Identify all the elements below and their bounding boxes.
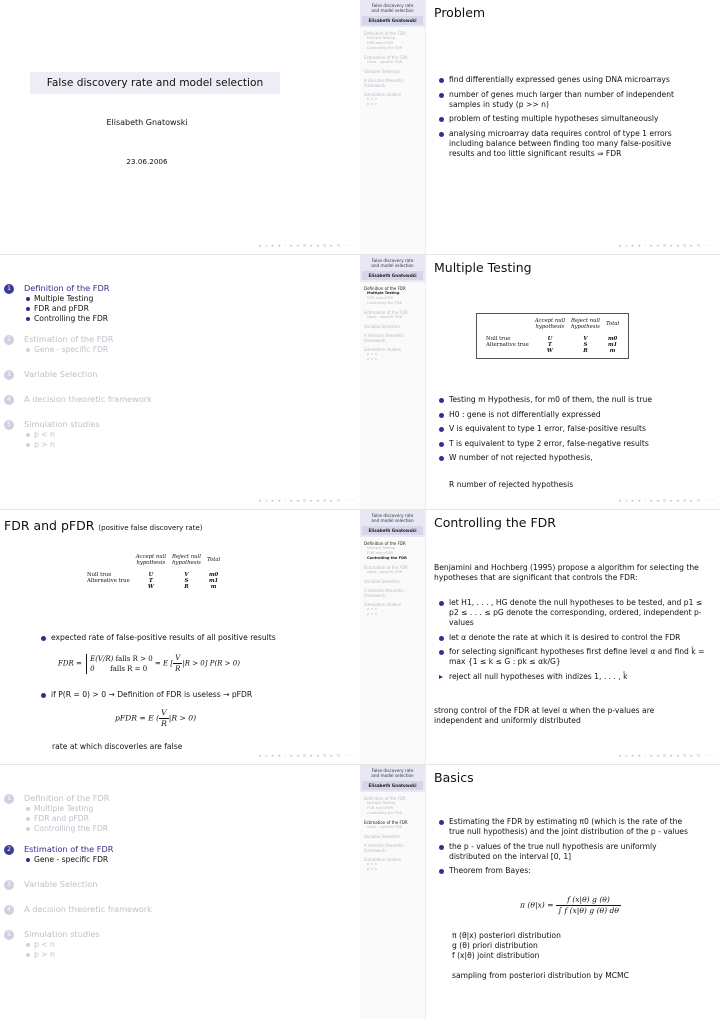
list-item: for selecting significant hypotheses first define level α and find k̂ = max {1 ≤ k ≤ G : pk ≤ αk/G} (438, 647, 706, 667)
sidebar-item-multiple-testing[interactable]: Multiple Testing (367, 291, 400, 295)
nav-bar[interactable]: ◂ ▫ ▸ ◂ ◦ ▸ ◂ ≡ ▸ ◂ ≡ ▸ ≡ ◦◦◦ (258, 498, 356, 504)
outline-sub-gene-specific[interactable]: Gene - specific FDR (2, 345, 294, 355)
author: Elisabeth Gnatowski (106, 118, 188, 127)
slide-title (0, 0, 360, 254)
sidebar (360, 510, 426, 764)
sidebar-item-estimation[interactable]: Estimation of the FDR (364, 565, 408, 570)
list-item: if P(R = 0) > 0 → Definition of FDR is useless → pFDR (40, 690, 350, 700)
outline-sub-p-greater-n[interactable]: p > n (2, 950, 294, 960)
sidebar-item-definition[interactable]: Definition of the FDR (364, 286, 406, 291)
nav-bar[interactable]: ◂ ▫ ▸ ◂ ◦ ▸ ◂ ≡ ▸ ◂ ≡ ▸ ≡ ◦◦◦ (258, 753, 356, 759)
sidebar-item-definition[interactable]: Definition of the FDR (364, 541, 406, 546)
sidebar-item-decision[interactable]: A decision theoretic framework (364, 843, 404, 853)
slide-divider (0, 764, 720, 765)
list-continuation: R number of rejected hypothesis (449, 480, 574, 489)
sidebar-item-p-greater-n[interactable]: p > n (367, 357, 377, 361)
sidebar-item-fdr-pfdr[interactable]: FDR and pFDR (367, 806, 393, 810)
outline-section-decision[interactable]: 4 A decision theoretic framework (2, 904, 294, 915)
sidebar-item-multiple-testing[interactable]: Multiple Testing (367, 801, 396, 805)
bullet-list (438, 817, 693, 881)
sidebar-item-estimation[interactable]: Estimation of the FDR (364, 310, 408, 315)
sidebar-header: False discovery rate and model selection Elisabeth Gnatowski (360, 255, 425, 282)
slide-outline-1 (0, 255, 360, 509)
list-item: number of genes much larger than number of independent samples in study (p >> n) (438, 90, 686, 110)
intro-text: Benjamini and Hochberg (1995) propose a algorithm for selecting the hypotheses that are significant that controls the FDR: (434, 563, 699, 582)
list-item: problem of testing multiple hypotheses simultaneously (438, 114, 686, 124)
outline-section-estimation[interactable]: 2 Estimation of the FDR (2, 844, 294, 855)
sidebar-item-simulation[interactable]: Simulation studies (364, 347, 401, 352)
outline-sub-multiple-testing[interactable]: Multiple Testing (2, 294, 294, 304)
outline-sub-gene-specific[interactable]: Gene - specific FDR (2, 855, 294, 865)
sidebar-item-p-greater-n[interactable]: p > n (367, 612, 377, 616)
bullet-list (438, 75, 686, 163)
date: 23.06.2006 (126, 157, 168, 166)
slide-controlling (360, 510, 720, 764)
outline-sub-multiple-testing[interactable]: Multiple Testing (2, 804, 294, 814)
list-item: let α denote the rate at which it is desired to control the FDR (438, 633, 706, 643)
slide-multiple-testing (360, 255, 720, 509)
sidebar-item-multiple-testing[interactable]: Multiple Testing (367, 36, 396, 40)
outline-section-simulation[interactable]: 5 Simulation studies (2, 419, 294, 430)
results-table: Accept null hypothesis Reject null hypothesis Total Null true U V m0 Alternative true T S m1 W R m (476, 313, 629, 359)
sidebar-item-variable-selection[interactable]: Variable Selection (364, 834, 400, 839)
outline-sub-p-less-n[interactable]: p < n (2, 940, 294, 950)
list-item: W number of not rejected hypothesis, (438, 453, 688, 463)
list-item: the p - values of the true null hypothesis are uniformly distributed on the interval [0, 1] (438, 842, 693, 862)
definition-line: π (θ|x) posteriori distribution (452, 931, 561, 940)
slide-divider (0, 509, 720, 510)
outline-section-decision[interactable]: 4 A decision theoretic framework (2, 394, 294, 405)
outline-sub-controlling[interactable]: Controlling the FDR (2, 824, 294, 834)
sidebar-item-controlling[interactable]: Controlling the FDR (367, 46, 403, 50)
fdr-formula: FDR = E(V/R) falls R > 0 0 falls R = 0 = E [ $\frac{V}{R}$ |R > 0] P(R > 0) (58, 654, 240, 673)
outline-section-estimation[interactable]: 2 Estimation of the FDR (2, 334, 294, 345)
results-table: Accept null hypothesis Reject null hypothesis Total Null true U V m0 Alternative true T S m1 W R m (87, 554, 221, 590)
sidebar-item-fdr-pfdr[interactable]: FDR and pFDR (367, 296, 393, 300)
outline (2, 793, 294, 960)
sidebar-item-controlling[interactable]: Controlling the FDR (367, 556, 407, 560)
list-item: let H1, . . . , HG denote the null hypotheses to be tested, and p1 ≤ p2 ≤ . . . ≤ pG denote the corresponding, ordered, independent p-values (438, 598, 706, 628)
slide-problem (360, 0, 720, 254)
bayes-formula: π (θ|x) = $\frac{f (x|\theta) g (\theta)}{\int f (x|\theta) g (\theta) d\theta}$ (520, 895, 619, 915)
bullet-list (40, 690, 350, 705)
sidebar-item-variable-selection[interactable]: Variable Selection (364, 579, 400, 584)
outline-section-variable[interactable]: 3 Variable Selection (2, 369, 294, 380)
sidebar-item-p-less-n[interactable]: p < n (367, 352, 377, 356)
frame-title: Basics (434, 770, 474, 785)
sidebar-item-simulation[interactable]: Simulation studies (364, 92, 401, 97)
outro-text: strong control of the FDR at level α when the p-values are independent and uniformly distributed (434, 706, 655, 725)
sidebar-item-estimation[interactable]: Estimation of the FDR (364, 820, 408, 825)
sidebar-header: False discovery rate and model selection Elisabeth Gnatowski (360, 510, 425, 537)
sidebar-item-decision[interactable]: A decision theoretic framework (364, 333, 404, 343)
outline-section-definition[interactable]: 1 Definition of the FDR (2, 793, 294, 804)
sidebar-item-p-less-n[interactable]: p < n (367, 97, 377, 101)
sidebar (360, 765, 426, 1019)
sidebar-item-p-greater-n[interactable]: p > n (367, 102, 377, 106)
outline-sub-p-less-n[interactable]: p < n (2, 430, 294, 440)
definition-line: f (x|θ) joint distribution (452, 951, 540, 960)
sidebar-item-variable-selection[interactable]: Variable Selection (364, 69, 400, 74)
slide-fdr-pfdr (0, 510, 360, 764)
sidebar (360, 0, 426, 254)
closing-line: sampling from posteriori distribution by MCMC (452, 971, 629, 980)
sidebar-header: False discovery rate and model selection Elisabeth Gnatowski (360, 765, 425, 792)
bullet-list (438, 598, 706, 686)
list-item: find differentially expressed genes using DNA microarrays (438, 75, 686, 85)
sidebar-item-p-less-n[interactable]: p < n (367, 862, 377, 866)
sidebar-header: False discovery rate and model selection Elisabeth Gnatowski (360, 0, 425, 27)
bullet-list (40, 633, 350, 648)
sidebar-item-fdr-pfdr[interactable]: FDR and pFDR (367, 41, 393, 45)
list-item: analysing microarray data requires control of type 1 errors including balance between finding too many false-positive results and too little significant results ⇒ FDR (438, 129, 686, 159)
list-item: H0 : gene is not differentially expressed (438, 410, 688, 420)
list-item: reject all null hypotheses with indizes 1, . . . , k̂ (438, 672, 706, 682)
slide-outline-2 (0, 765, 360, 1019)
nav-bar[interactable]: ◂ ▫ ▸ ◂ ◦ ▸ ◂ ≡ ▸ ◂ ≡ ▸ ≡ ◦◦◦ (618, 243, 716, 249)
slide-basics (360, 765, 720, 1019)
list-item: Estimating the FDR by estimating π0 (which is the rate of the true null hypothesis) and the joint distribution of the p - values (438, 817, 693, 837)
pfdr-formula: pFDR = E ( $\frac{V}{R}$ |R > 0) (115, 708, 197, 728)
nav-bar[interactable]: ◂ ▫ ▸ ◂ ◦ ▸ ◂ ≡ ▸ ◂ ≡ ▸ ≡ ◦◦◦ (258, 243, 356, 249)
sidebar-item-gene-specific[interactable]: Gene - specific FDR (367, 315, 403, 319)
outline-section-simulation[interactable]: 5 Simulation studies (2, 929, 294, 940)
frame-title: Multiple Testing (434, 260, 532, 275)
bullet-list (438, 395, 688, 463)
outline (2, 283, 294, 450)
sidebar-item-p-greater-n[interactable]: p > n (367, 867, 377, 871)
sidebar-item-fdr-pfdr[interactable]: FDR and pFDR (367, 551, 393, 555)
sidebar-item-controlling[interactable]: Controlling the FDR (367, 301, 403, 305)
sidebar-item-controlling[interactable]: Controlling the FDR (367, 811, 403, 815)
nav-bar[interactable]: ◂ ▫ ▸ ◂ ◦ ▸ ◂ ≡ ▸ ◂ ≡ ▸ ≡ ◦◦◦ (618, 753, 716, 759)
note: rate at which discoveries are false (52, 742, 183, 751)
nav-bar[interactable]: ◂ ▫ ▸ ◂ ◦ ▸ ◂ ≡ ▸ ◂ ≡ ▸ ≡ ◦◦◦ (618, 498, 716, 504)
list-item: T is equivalent to type 2 error, false-negative results (438, 439, 688, 449)
sidebar-item-decision[interactable]: A decision theoretic framework (364, 588, 404, 598)
sidebar-item-definition[interactable]: Definition of the FDR (364, 796, 406, 801)
list-item: Testing m Hypothesis, for m0 of them, the null is true (438, 395, 688, 405)
outline-sub-fdr-pfdr[interactable]: FDR and pFDR (2, 814, 294, 824)
sidebar-item-definition[interactable]: Definition of the FDR (364, 31, 406, 36)
outline-sub-controlling[interactable]: Controlling the FDR (2, 314, 294, 324)
sidebar (360, 255, 426, 509)
presentation-title: False discovery rate and model selection (30, 72, 280, 94)
list-item: Theorem from Bayes: (438, 866, 693, 876)
slide-divider (0, 254, 720, 255)
sidebar-item-decision[interactable]: A decision theoretic framework (364, 78, 404, 88)
outline-sub-fdr-pfdr[interactable]: FDR and pFDR (2, 304, 294, 314)
sidebar-item-simulation[interactable]: Simulation studies (364, 602, 401, 607)
list-item: V is equivalent to type 1 error, false-positive results (438, 424, 688, 434)
sidebar-item-multiple-testing[interactable]: Multiple Testing (367, 546, 396, 550)
outline-sub-p-greater-n[interactable]: p > n (2, 440, 294, 450)
outline-section-variable[interactable]: 3 Variable Selection (2, 879, 294, 890)
sidebar-item-simulation[interactable]: Simulation studies (364, 857, 401, 862)
outline-section-definition[interactable]: 1 Definition of the FDR (2, 283, 294, 294)
frame-title: Problem (434, 5, 486, 20)
sidebar-item-gene-specific[interactable]: Gene - specific FDR (367, 60, 403, 64)
definition-line: g (θ) priori distribution (452, 941, 538, 950)
sidebar-item-p-less-n[interactable]: p < n (367, 607, 377, 611)
sidebar-item-gene-specific[interactable]: Gene - specific FDR (367, 570, 403, 574)
list-item: expected rate of false-positive results of all positive results (40, 633, 350, 643)
sidebar-item-gene-specific[interactable]: Gene - specific FDR (367, 825, 403, 829)
frame-title: Controlling the FDR (434, 515, 556, 530)
sidebar-item-variable-selection[interactable]: Variable Selection (364, 324, 400, 329)
sidebar-item-estimation[interactable]: Estimation of the FDR (364, 55, 408, 60)
frame-title: FDR and pFDR (positive false discovery rate) (4, 518, 203, 533)
